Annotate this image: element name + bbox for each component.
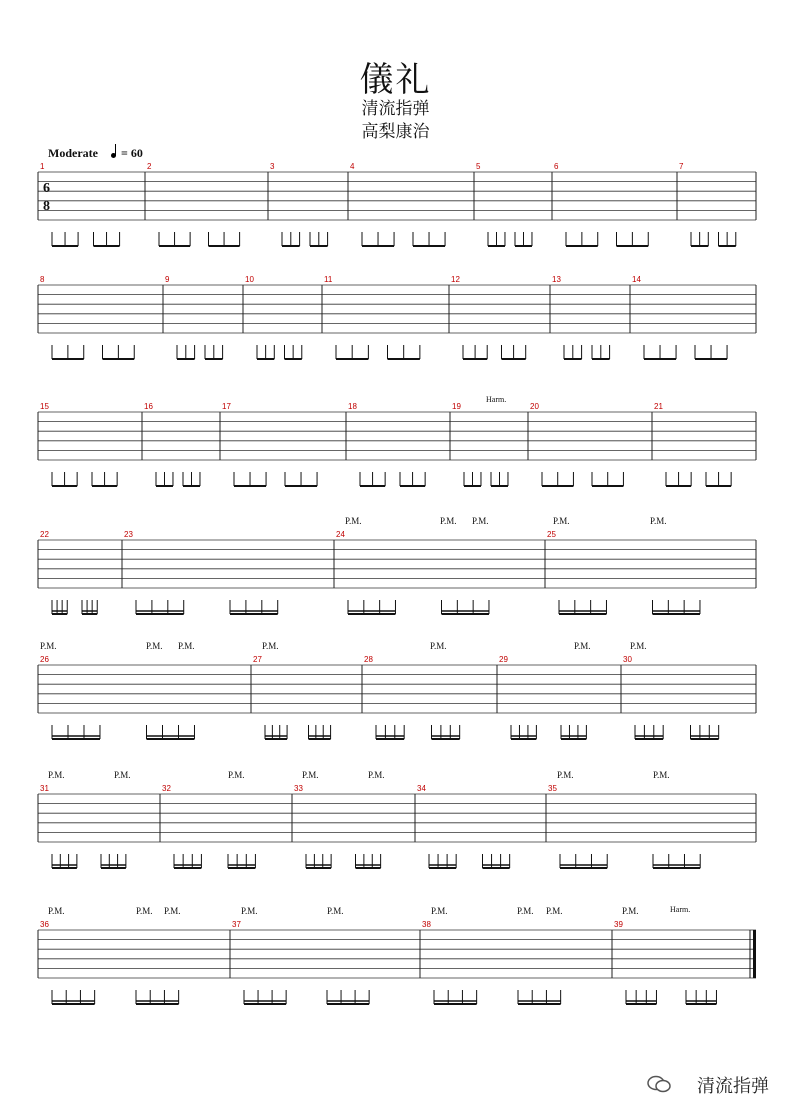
palm-mute-mark: P.M.: [136, 906, 153, 916]
measure-number: 16: [144, 402, 153, 411]
measure-number: 18: [348, 402, 357, 411]
measure-number: 22: [40, 530, 49, 539]
measure-number: 11: [324, 275, 333, 284]
palm-mute-mark: P.M.: [228, 770, 245, 780]
final-bar-thick: [753, 930, 756, 978]
tempo-label: Moderate: [48, 146, 98, 160]
measure-number: 1: [40, 162, 45, 171]
palm-mute-mark: P.M.: [40, 641, 57, 651]
composer: 高梨康治: [361, 122, 430, 142]
measure-number: 24: [336, 530, 345, 539]
palm-mute-mark: P.M.: [546, 906, 563, 916]
palm-mute-mark: P.M.: [472, 516, 489, 526]
palm-mute-mark: P.M.: [345, 516, 362, 526]
palm-mute-mark: P.M.: [553, 516, 570, 526]
palm-mute-mark: P.M.: [302, 770, 319, 780]
palm-mute-mark: P.M.: [440, 516, 457, 526]
measure-number: 15: [40, 402, 49, 411]
measure-number: 32: [162, 784, 171, 793]
measure-number: 17: [222, 402, 231, 411]
measure-number: 30: [623, 655, 632, 664]
measure-number: 36: [40, 920, 49, 929]
measure-number: 28: [364, 655, 373, 664]
measure-number: 5: [476, 162, 481, 171]
palm-mute-mark: P.M.: [431, 906, 448, 916]
measure-number: 9: [165, 275, 170, 284]
palm-mute-mark: P.M.: [164, 906, 181, 916]
page-title: 儀礼: [359, 60, 432, 100]
measure-number: 20: [530, 402, 539, 411]
wechat-icon: [646, 1074, 672, 1094]
palm-mute-mark: P.M.: [368, 770, 385, 780]
measure-number: 27: [253, 655, 262, 664]
measure-number: 26: [40, 655, 49, 664]
measure-number: 6: [554, 162, 559, 171]
harmonic-mark: Harm.: [486, 395, 507, 404]
time-signature-top: 6: [43, 181, 50, 196]
palm-mute-mark: P.M.: [622, 906, 639, 916]
harmonic-mark: Harm.: [670, 905, 691, 914]
measure-number: 7: [679, 162, 684, 171]
palm-mute-mark: P.M.: [146, 641, 163, 651]
measure-number: 25: [547, 530, 556, 539]
measure-number: 33: [294, 784, 303, 793]
palm-mute-mark: P.M.: [241, 906, 258, 916]
watermark-label: 清流指弹: [697, 1076, 769, 1097]
measure-number: 10: [245, 275, 254, 284]
palm-mute-mark: P.M.: [178, 641, 195, 651]
measure-number: 29: [499, 655, 508, 664]
palm-mute-mark: P.M.: [653, 770, 670, 780]
measure-number: 37: [232, 920, 241, 929]
measure-number: 14: [632, 275, 641, 284]
palm-mute-mark: P.M.: [262, 641, 279, 651]
measure-number: 38: [422, 920, 431, 929]
palm-mute-mark: P.M.: [557, 770, 574, 780]
palm-mute-mark: P.M.: [48, 770, 65, 780]
palm-mute-mark: P.M.: [327, 906, 344, 916]
measure-number: 23: [124, 530, 133, 539]
measure-number: 2: [147, 162, 152, 171]
measure-number: 8: [40, 275, 45, 284]
measure-number: 12: [451, 275, 460, 284]
subtitle: 清流指弹: [361, 99, 430, 119]
measure-number: 3: [270, 162, 275, 171]
measure-number: 19: [452, 402, 461, 411]
palm-mute-mark: P.M.: [48, 906, 65, 916]
palm-mute-mark: P.M.: [114, 770, 131, 780]
measure-number: 31: [40, 784, 49, 793]
measure-number: 21: [654, 402, 663, 411]
measure-number: 4: [350, 162, 355, 171]
tempo-value: = 60: [120, 146, 143, 160]
palm-mute-mark: P.M.: [430, 641, 447, 651]
measure-number: 35: [548, 784, 557, 793]
palm-mute-mark: P.M.: [517, 906, 534, 916]
measure-number: 39: [614, 920, 623, 929]
time-signature-bottom: 8: [43, 199, 50, 214]
measure-number: 34: [417, 784, 426, 793]
palm-mute-mark: P.M.: [630, 641, 647, 651]
measure-number: 13: [552, 275, 561, 284]
palm-mute-mark: P.M.: [574, 641, 591, 651]
palm-mute-mark: P.M.: [650, 516, 667, 526]
